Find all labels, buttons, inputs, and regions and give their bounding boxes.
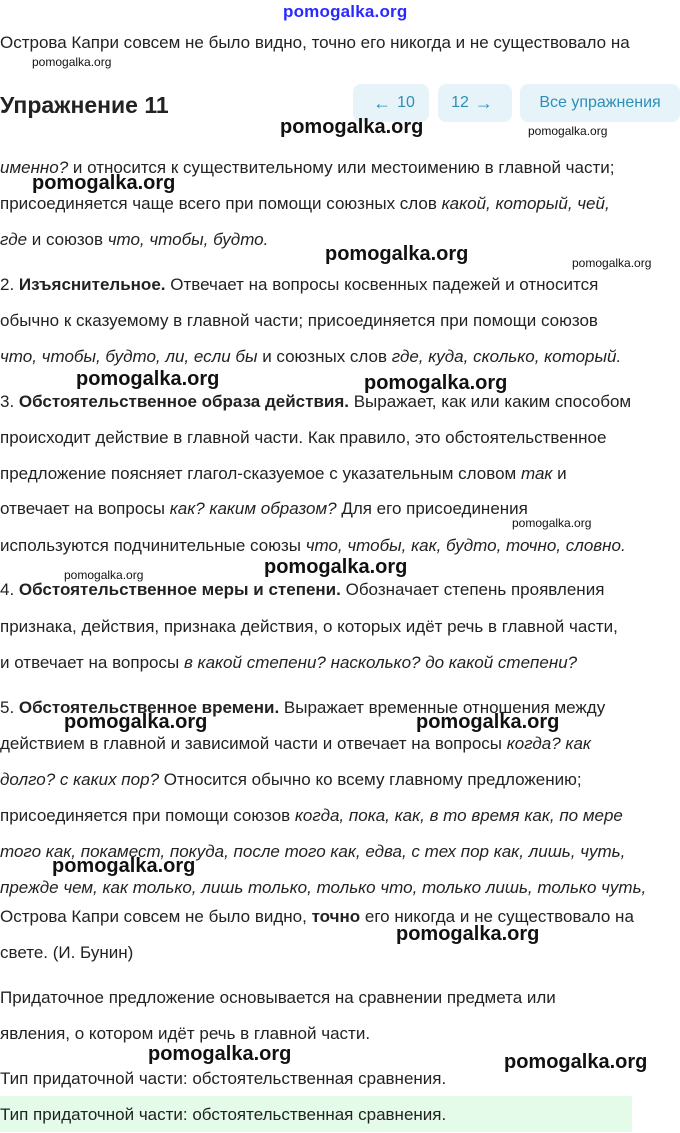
text-line: происходит действие в главной части. Как правило, это обстоятельственное: [0, 428, 607, 447]
page-title: Упражнение 11: [0, 92, 169, 118]
watermark: pomogalka.org: [64, 568, 144, 582]
text-line: Придаточное предложение основывается на сравнении предмета или: [0, 988, 556, 1007]
all-exercises-label: Все упражнения: [539, 94, 661, 111]
watermark: pomogalka.org: [325, 243, 469, 265]
next-exercise-button[interactable]: [438, 84, 512, 122]
answer-text: Тип придаточной части: обстоятельственная сравнения.: [0, 1105, 447, 1124]
watermark: pomogalka.org: [396, 923, 540, 945]
text-line: 4. Обстоятельственное меры и степени. Обозначает степень проявления: [0, 580, 605, 599]
watermark: pomogalka.org: [32, 172, 176, 194]
watermark: pomogalka.org: [280, 116, 424, 138]
text-line: отвечает на вопросы как? каким образом? Для его присоединения: [0, 499, 528, 518]
text-line: того как, покамест, покуда, после того как, едва, с тех пор как, лишь, чуть,: [0, 842, 626, 861]
arrow-left-icon: ←: [373, 92, 392, 113]
text-line: признака, действия, признака действия, о которых идёт речь в главной части,: [0, 617, 618, 636]
text-line: 5. Обстоятельственное времени. Выражает временные отношения между: [0, 698, 606, 717]
watermark: pomogalka.org: [64, 711, 208, 733]
text-line: используются подчинительные союзы что, чтобы, как, будто, точно, словно.: [0, 536, 626, 555]
watermark: pomogalka.org: [148, 1043, 292, 1065]
text-line: присоединяется чаще всего при помощи союзных слов какой, который, чей,: [0, 194, 610, 213]
text-line: Тип придаточной части: обстоятельственная сравнения.: [0, 1069, 447, 1088]
watermark: pomogalka.org: [512, 516, 592, 530]
all-exercises-button[interactable]: [520, 84, 680, 122]
watermark: pomogalka.org: [572, 256, 652, 270]
prev-exercise-label: 10: [397, 94, 415, 111]
watermark: pomogalka.org: [76, 368, 220, 390]
text-line: свете. (И. Бунин): [0, 943, 134, 962]
text-line: присоединяется при помощи союзов когда, пока, как, в то время как, по мере: [0, 806, 623, 825]
watermark: pomogalka.org: [364, 372, 508, 394]
text-line: предложение поясняет глагол-сказуемое с указательным словом так и: [0, 464, 567, 483]
text-line: и отвечает на вопросы в какой степени? насколько? до какой степени?: [0, 653, 578, 672]
watermark: pomogalka.org: [32, 55, 112, 69]
text-line: обычно к сказуемому в главной части; присоединяется при помощи союзов: [0, 311, 598, 330]
watermark: pomogalka.org: [264, 556, 408, 578]
text-line: 3. Обстоятельственное образа действия. Выражает, как или каким способом: [0, 392, 632, 411]
text-line: где и союзов что, чтобы, будто.: [0, 230, 269, 249]
arrow-right-icon: →: [474, 92, 493, 113]
text-line: долго? с каких пор? Относится обычно ко всему главному предложению;: [0, 770, 582, 789]
text-line: что, чтобы, будто, ли, если бы и союзных слов где, куда, сколько, который.: [0, 347, 622, 366]
watermark-top: pomogalka.org: [283, 2, 408, 21]
text-line: именно? и относится к существительному или местоимению в главной части;: [0, 158, 615, 177]
text-line: действием в главной и зависимой части и отвечает на вопросы когда? как: [0, 734, 591, 753]
text-line: Острова Капри совсем не было видно, точно его никогда и не существовало на: [0, 907, 634, 926]
watermark: pomogalka.org: [504, 1051, 648, 1073]
watermark: pomogalka.org: [416, 711, 560, 733]
example-sentence-top: Острова Капри совсем не было видно, точно его никогда и не существовало на: [0, 33, 630, 52]
watermark: pomogalka.org: [528, 124, 608, 138]
next-exercise-label: 12: [451, 94, 469, 111]
text-line: прежде чем, как только, лишь только, только что, только лишь, только чуть,: [0, 878, 647, 897]
text-line: 2. Изъяснительное. Отвечает на вопросы косвенных падежей и относится: [0, 275, 599, 294]
text-line: явления, о котором идёт речь в главной части.: [0, 1024, 371, 1043]
watermark: pomogalka.org: [52, 855, 196, 877]
